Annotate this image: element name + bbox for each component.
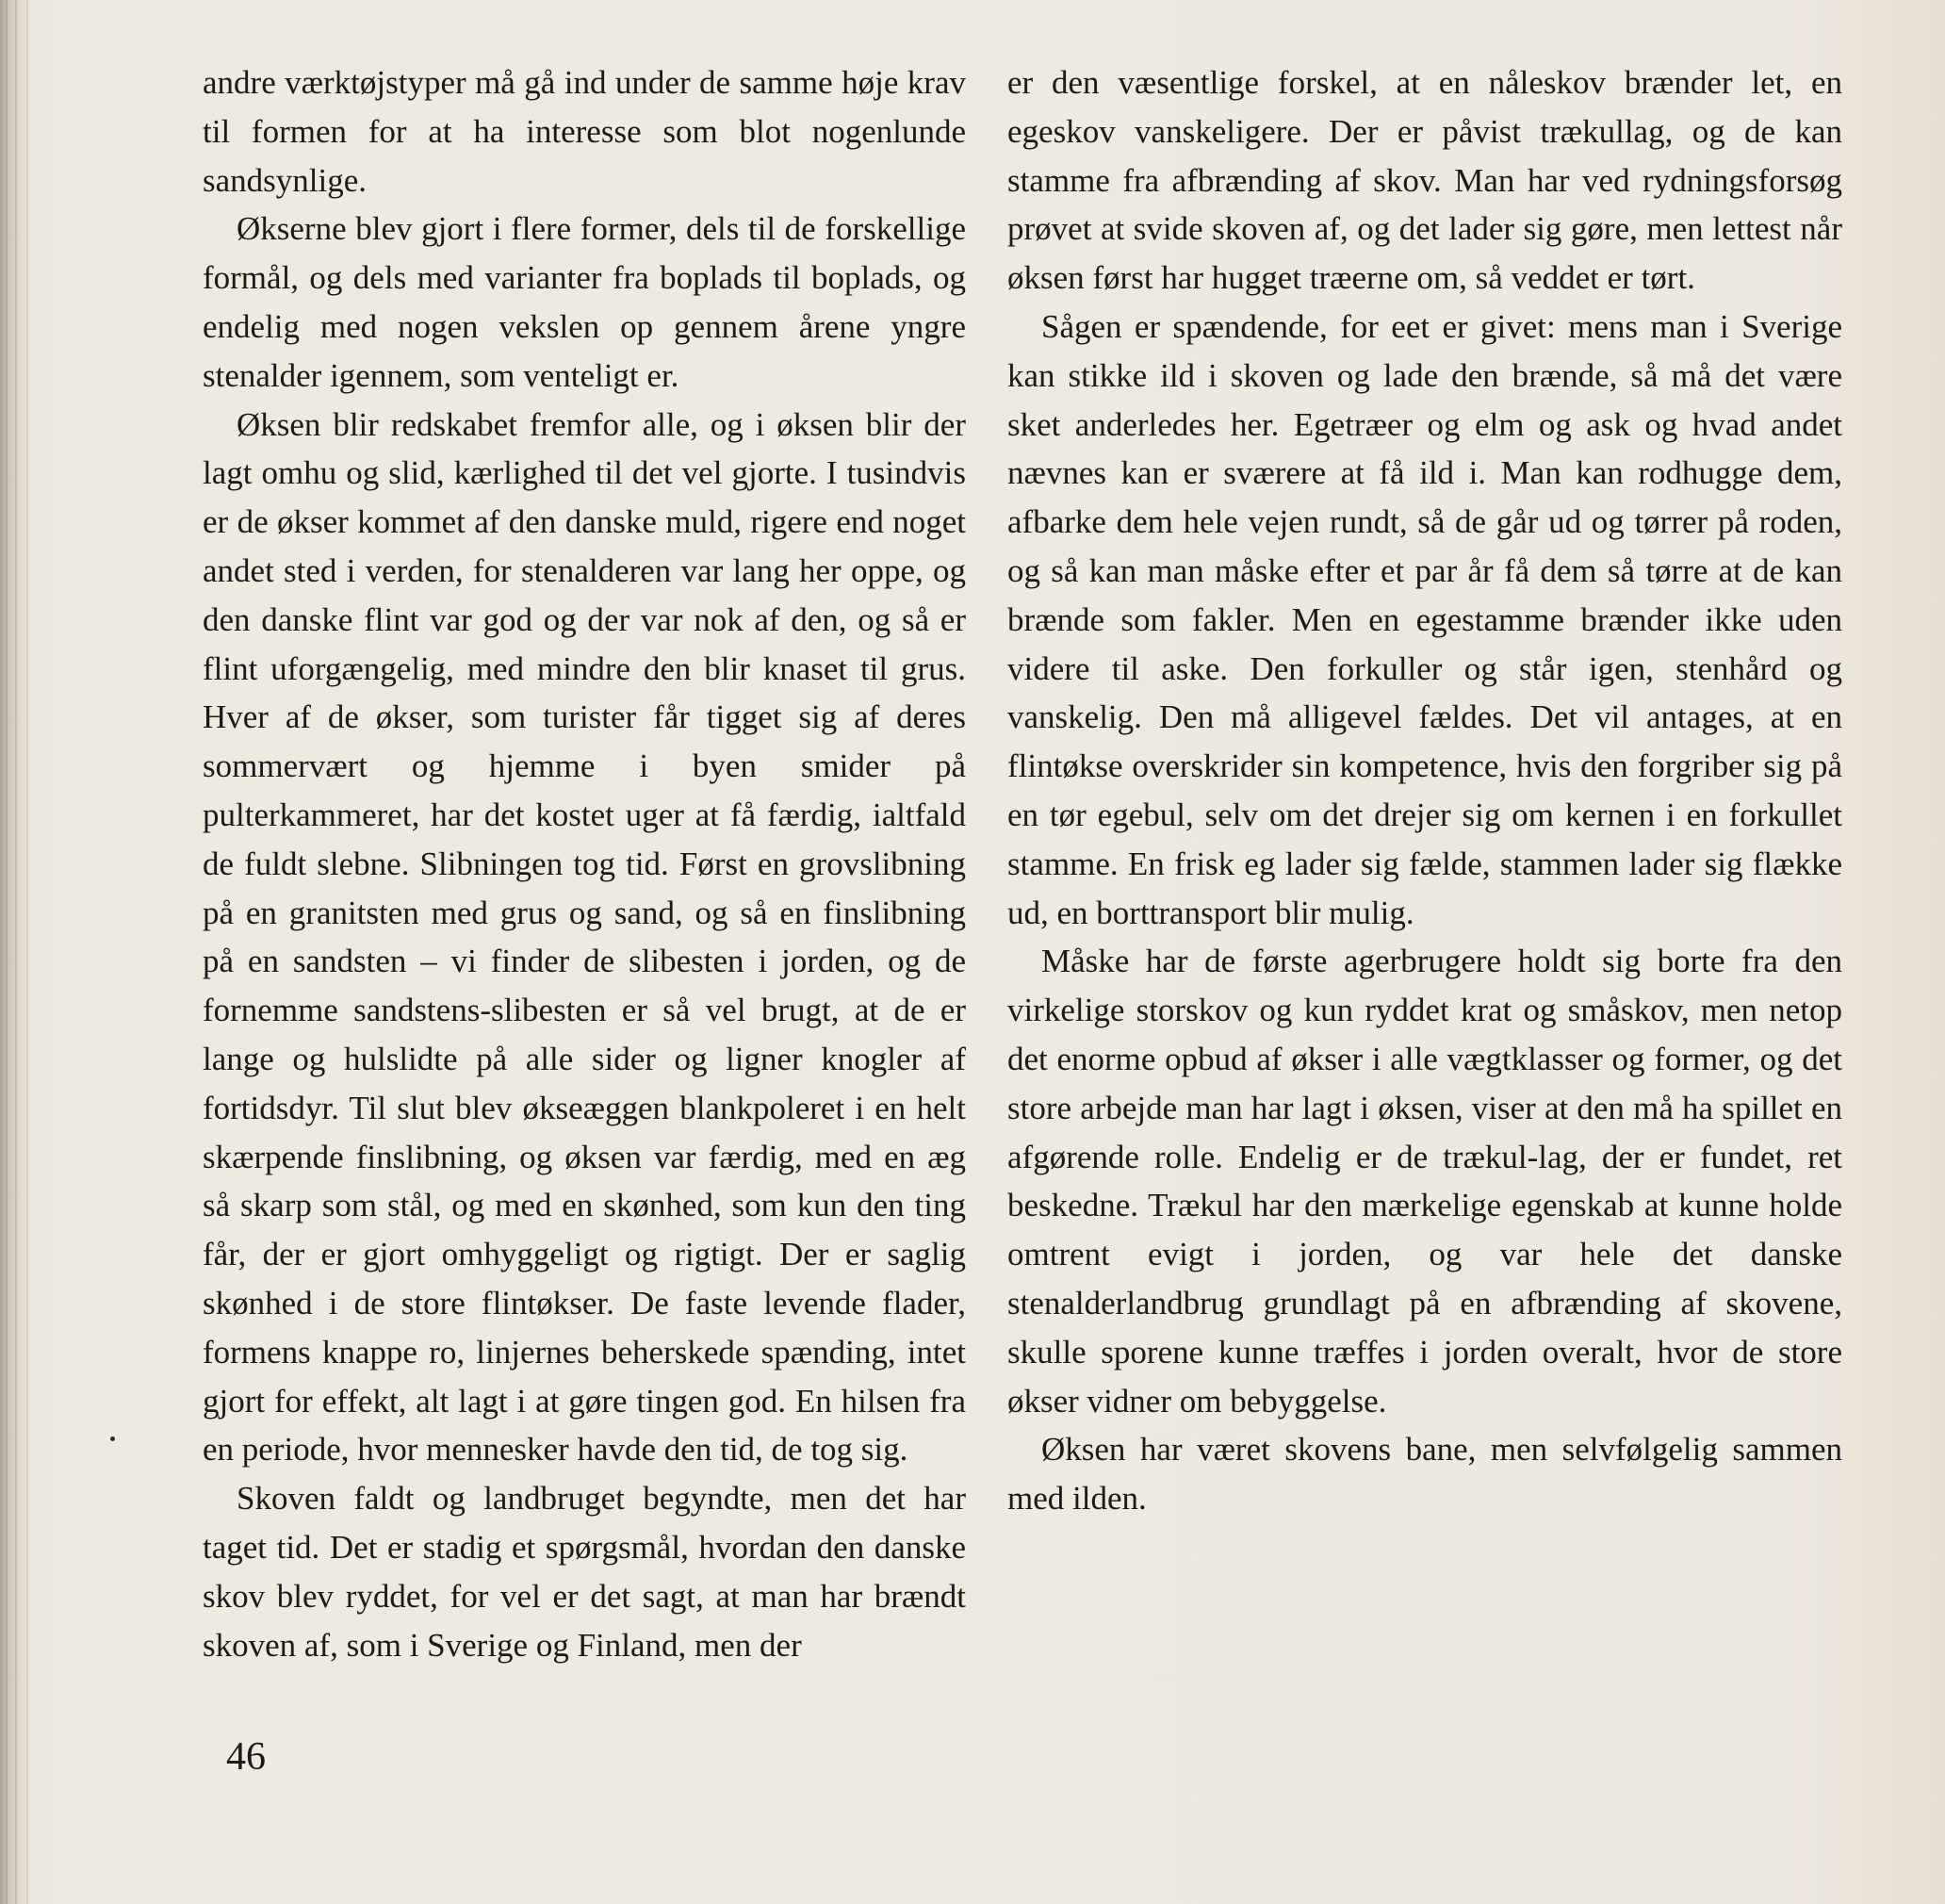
gutter-edge-line bbox=[26, 0, 28, 1904]
paragraph: Økserne blev gjort i flere former, dels til de forskellige formål, og dels med varianter fra boplads til boplads, og endelig med nogen vekslen op gennem årene yngre stenalder igennem, som venteligt er. bbox=[203, 210, 966, 394]
print-speck bbox=[110, 1436, 115, 1441]
page-number: 46 bbox=[226, 1735, 266, 1779]
paragraph: Øksen har været skovens bane, men selvfølgelig sammen med ilden. bbox=[1007, 1431, 1842, 1518]
paragraph: er den væsentlige forskel, at en nåleskov brænder let, en egeskov vanskeligere. Der er påvist trækullag, og de kan stamme fra afbrænding af skov. Man har ved rydningsforsøg prøvet at svide skoven af, og det lader sig gøre, men lettest når øksen først har hugget træerne om, så veddet er tørt. bbox=[1007, 64, 1842, 297]
paragraph: andre værktøjstyper må gå ind under de samme høje krav til formen for at ha interesse som blot nogenlunde sandsynlige. bbox=[203, 64, 966, 199]
paragraph: Skoven faldt og landbruget begyndte, men det har taget tid. Det er stadig et spørgsmål, hvordan den danske skov blev ryddet, for vel er det sagt, at man har brændt skoven af, som i Sverige og Finland, men der bbox=[203, 1480, 966, 1664]
paragraph: Sågen er spændende, for eet er givet: mens man i Sverige kan stikke ild i skoven og lade den brænde, så må det være sket anderledes her. Egetræer og elm og ask og hvad andet nævnes kan er sværere at få ild i. Man kan rodhugge dem, afbarke dem hele vejen rundt, så de går ud og tørrer på roden, og så kan man måske efter et par år få dem så tørre at de kan brænde som fakler. Men en egestamme brænder ikke uden videre til aske. Den forkuller og står igen, stenhård og vanskelig. Den må alligevel fældes. Det vil antages, at en flintøkse overskrider sin kompetence, hvis den forgriber sig på en tør egebul, selv om det drejer sig om kernen i en forkullet stamme. En frisk eg lader sig fælde, stammen lader sig flække ud, en borttransport blir mulig. bbox=[1007, 307, 1842, 931]
paragraph: Måske har de første agerbrugere holdt sig borte fra den virkelige storskov og kun ryddet krat og småskov, men netop det enorme opbud af økser i alle vægtklasser og former, og det store arbejde man har lagt i øksen, viser at den må ha spillet en afgørende rolle. Endelig er de trækul-lag, der er fundet, ret beskedne. Trækul har den mærkelige egenskab at kunne holde omtrent evigt i jorden, og var hele det danske stenalderlandbrug grundlagt på en afbrænding af skovene, skulle sporene kunne træffes i jorden overalt, hvor de store økser vidner om bebyggelse. bbox=[1007, 943, 1842, 1420]
paragraph: Øksen blir redskabet fremfor alle, og i øksen blir der lagt omhu og slid, kærlighed til det vel gjorte. I tusindvis er de økser kommet af den danske muld, rigere end noget andet sted i verden, for stenalderen var lang her oppe, og den danske flint var god og der var nok af den, og så er flint uforgængelig, med mindre den blir knaset til grus. Hver af de økser, som turister får tigget sig af deres sommervært og hjemme i byen smider på pulterkammeret, har det kostet uger at få færdig, ialtfald de fuldt slebne. Slibningen tog tid. Først en grovslibning på en granitsten med grus og sand, og så en finslibning på en sandsten – vi finder de slibesten i jorden, og de fornemme sandstens-slibesten er så vel brugt, at de er lange og hulslidte på alle sider og ligner knogler af fortidsdyr. Til slut blev økseæggen blankpoleret i en helt skærpende finslibning, og øksen var færdig, med en æg så skarp som stål, og med en skønhed, som kun den ting får, der er gjort omhyggeligt og rigtigt. Der er saglig skønhed i de store flintøkser. De faste levende flader, formens knappe ro, linjernes beherskede spænding, intet gjort for effekt, alt lagt i at gøre tingen god. En hilsen fra en periode, hvor mennesker havde den tid, de tog sig. bbox=[203, 405, 966, 1469]
gutter-edge-line bbox=[15, 0, 17, 1904]
book-gutter bbox=[0, 0, 32, 1904]
right-text-column bbox=[1007, 58, 1842, 1523]
gutter-edge-line bbox=[6, 0, 8, 1904]
left-text-column bbox=[203, 58, 966, 1669]
